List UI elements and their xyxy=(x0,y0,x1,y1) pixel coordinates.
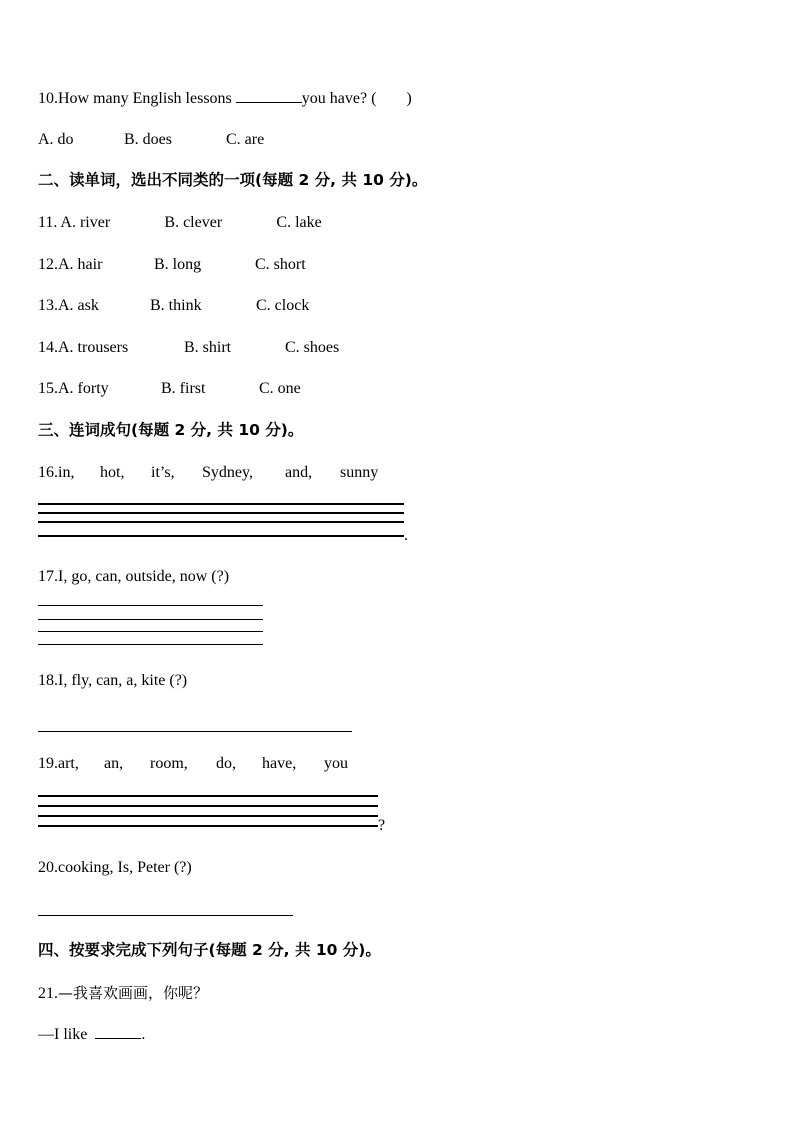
option-b[interactable]: B. long xyxy=(154,256,202,273)
option-b[interactable]: B. shirt xyxy=(184,339,232,356)
word: it’s, xyxy=(151,464,175,481)
question-text-after: you have? ( xyxy=(301,90,377,107)
answer-blank[interactable] xyxy=(95,1024,141,1039)
option-a[interactable]: A. do xyxy=(38,131,74,148)
question-15 xyxy=(38,379,301,399)
word: and, xyxy=(285,464,313,481)
section-4-heading: 四、按要求完成下列句子(每题 2 分, 共 10 分)。 xyxy=(38,941,381,959)
question-number: 11. xyxy=(38,214,58,231)
answer-line[interactable] xyxy=(38,795,378,797)
answer-line[interactable] xyxy=(38,731,352,732)
question-prompt: —我喜欢画画，你呢？ xyxy=(58,984,209,1002)
answer-line[interactable] xyxy=(38,619,263,620)
word: an, xyxy=(104,755,124,772)
question-number: 21. xyxy=(38,985,58,1002)
end-punctuation: . xyxy=(404,527,408,544)
question-19 xyxy=(38,754,348,774)
option-a[interactable]: A. trousers xyxy=(58,339,129,356)
option-b[interactable]: B. clever xyxy=(164,214,223,231)
question-20 xyxy=(38,858,192,878)
answer-line[interactable] xyxy=(38,503,404,505)
question-number: 18. xyxy=(38,672,58,689)
option-c[interactable]: C. lake xyxy=(276,214,322,231)
question-number: 19. xyxy=(38,755,58,772)
option-c[interactable]: C. are xyxy=(226,131,265,148)
answer-line[interactable] xyxy=(38,512,404,514)
option-b[interactable]: B. think xyxy=(150,297,202,314)
question-16 xyxy=(38,463,378,483)
question-17 xyxy=(38,567,229,587)
question-text: I, go, can, outside, now (?) xyxy=(58,568,230,585)
option-a[interactable]: A. hair xyxy=(58,256,103,273)
word: art, xyxy=(58,755,79,772)
question-number: 15. xyxy=(38,380,58,397)
question-21-answer xyxy=(38,1024,145,1045)
question-number: 16. xyxy=(38,464,58,481)
section-2-heading: 二、读单词，选出不同类的一项(每题 2 分, 共 10 分)。 xyxy=(38,171,428,189)
option-c[interactable]: C. shoes xyxy=(285,339,340,356)
question-11 xyxy=(38,213,322,233)
answer-suffix: . xyxy=(141,1026,146,1043)
answer-line[interactable] xyxy=(38,605,263,606)
word: you xyxy=(324,755,348,772)
option-a[interactable]: A. river xyxy=(60,214,111,231)
question-number: 10. xyxy=(38,90,58,107)
option-a[interactable]: A. ask xyxy=(58,297,99,314)
question-number: 14. xyxy=(38,339,58,356)
question-number: 13. xyxy=(38,297,58,314)
option-a[interactable]: A. forty xyxy=(58,380,109,397)
word: Sydney, xyxy=(202,464,253,481)
word: room, xyxy=(150,755,188,772)
option-c[interactable]: C. short xyxy=(255,256,306,273)
end-punctuation: ? xyxy=(378,817,386,834)
question-number: 17. xyxy=(38,568,58,585)
question-14 xyxy=(38,338,339,358)
word: have, xyxy=(262,755,297,772)
word: hot, xyxy=(100,464,125,481)
option-c[interactable]: C. clock xyxy=(256,297,310,314)
option-b[interactable]: B. does xyxy=(124,131,172,148)
close-paren: ) xyxy=(406,90,412,107)
question-12 xyxy=(38,255,306,275)
option-b[interactable]: B. first xyxy=(161,380,206,397)
answer-line[interactable] xyxy=(38,535,404,537)
answer-line[interactable] xyxy=(38,825,378,827)
question-text: How many English lessons xyxy=(58,90,232,107)
question-number: 20. xyxy=(38,859,58,876)
question-10 xyxy=(38,88,412,109)
question-18 xyxy=(38,671,187,691)
answer-line[interactable] xyxy=(38,805,378,807)
answer-blank[interactable] xyxy=(236,88,302,103)
answer-line[interactable] xyxy=(38,631,263,632)
answer-line[interactable] xyxy=(38,521,404,523)
answer-prefix: —I like xyxy=(38,1026,88,1043)
question-13 xyxy=(38,296,309,316)
option-c[interactable]: C. one xyxy=(259,380,301,397)
word: sunny xyxy=(340,464,379,481)
word: do, xyxy=(216,755,236,772)
answer-line[interactable] xyxy=(38,915,293,916)
question-10-options xyxy=(38,130,264,150)
answer-line[interactable] xyxy=(38,815,378,817)
question-text: I, fly, can, a, kite (?) xyxy=(58,672,188,689)
question-number: 12. xyxy=(38,256,58,273)
answer-line[interactable] xyxy=(38,644,263,645)
question-text: cooking, Is, Peter (?) xyxy=(58,859,192,876)
section-3-heading: 三、连词成句(每题 2 分, 共 10 分)。 xyxy=(38,421,304,439)
question-21 xyxy=(38,983,208,1004)
word: in, xyxy=(58,464,75,481)
